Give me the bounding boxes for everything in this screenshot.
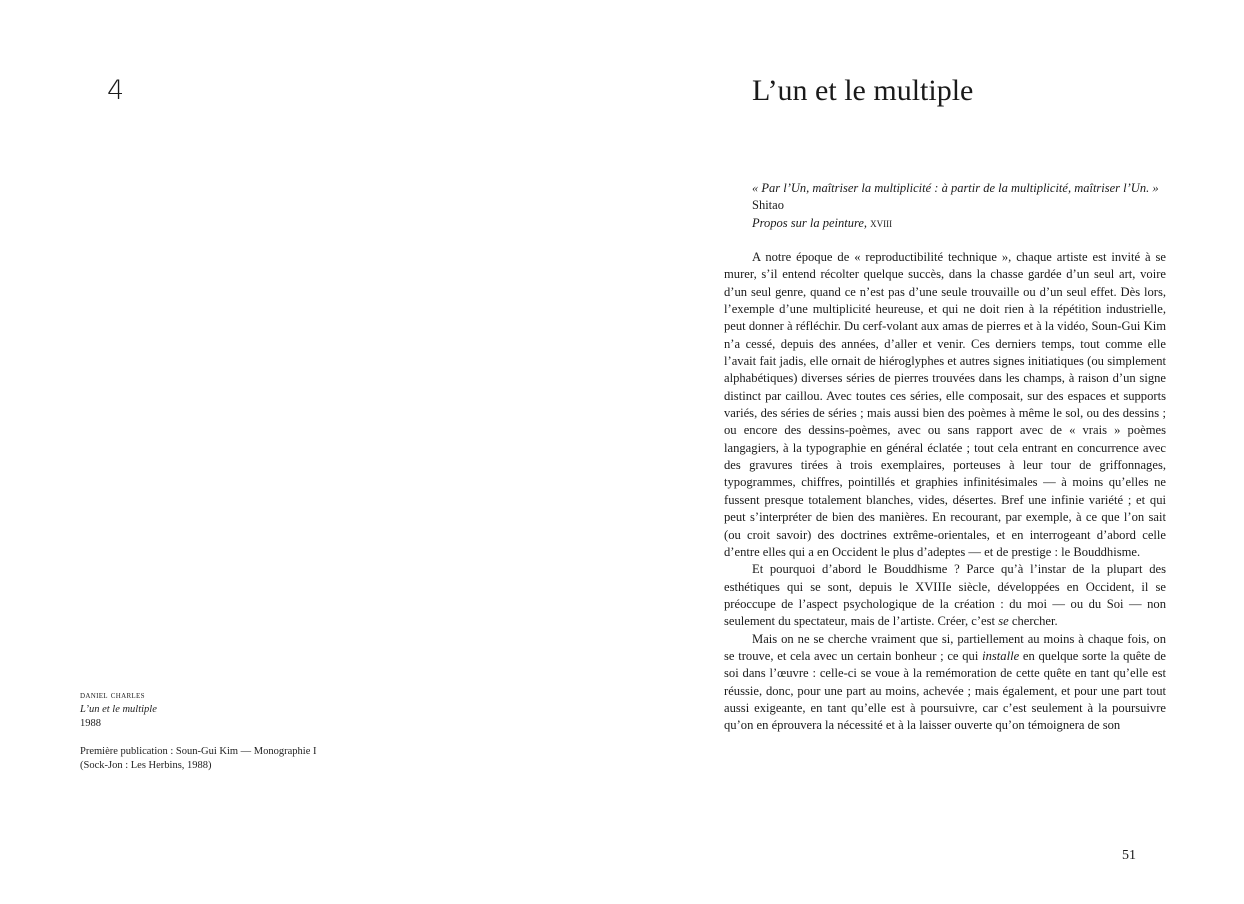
colophon-title: L’un et le multiple [80,704,157,715]
colophon-author: daniel charles [80,690,145,701]
colophon [80,689,340,773]
colophon-publication-line2: (Sock-Jon : Les Herbins, 1988) [80,760,212,771]
paragraph-1: A notre époque de « reproductibilité technique », chaque artiste est invité à se murer, s’il entend récolter quelque succès, dans la chasse gardée d’un seul art, voire d’un seul genre, quand ce n’est pas d’une seule trouvaille ou d’un seul effet. Dès lors, l’exemple d’une multiplicité heureuse, et qui ne doit rien à la répétition industrielle, peut donner à réfléchir. Du cerf-volant aux amas de pierres et à la vidéo, Soun-Gui Kim n’a cessé, depuis des années, d’aller et venir. Ces derniers temps, tout comme elle l’avait fait jadis, elle ornait de hiéroglyphes et autres signes initiatiques (ou simplement alphabétiques) diverses séries de pierres trouvées dans les champs, à raison d’un signe distinct par caillou. Avec toutes ces séries, elle composait, sur des espaces et supports variés, des séries de séries ; mais aussi bien des poèmes à même le sol, ou des dessins ; ou encore des dessins-poèmes, avec ou sans rapport avec de « vrais » poèmes langagiers, à la typographie en général éclatée ; tout cela entrant en concurrence avec des gravures tirées à trois exemplaires, porteuses à leur tour de griffonnages, typogrammes, chiffres, pointillés et graphies infinitésimales — à moins qu’elles ne fussent presque totalement blanches, vides, désertes. Bref une infinie variété ; et qui peut s’interpréter de bien des manières. En recourant, par exemple, à ce que l’on sait (ou croit savoir) des doctrines extrême-orientales, et en interrogeant d’abord celle d’entre elles qui a en Occident le plus d’adeptes — et de prestige : le Bouddhisme. [724,250,1166,559]
paragraph-2-end: chercher. [1011,614,1058,629]
paragraph-3 [724,631,1166,735]
colophon-year: 1988 [80,718,101,729]
paragraph-2-text: Et pourquoi d’abord le Bouddhisme ? Parce qu’à l’instar de la plupart des esthétiques qui se sont, depuis le XVIIIe siècle, développées en Occident, il se préoccupe de l’aspect psychologique de la création : du moi — ou du Soi — non seulement du spectateur, mais de l’artiste. Créer, c’est [724,562,1166,629]
colophon-publication-line1: Première publication : Soun-Gui Kim — Monographie I [80,746,317,757]
epigraph-source [752,215,1172,232]
epigraph-source-number: xviii [870,215,893,230]
chapter-title: L’un et le multiple [752,74,974,107]
paragraph-2-emphasis: se [998,614,1009,629]
epigraph-author: Shitao [752,198,784,213]
colophon-spacer [80,731,340,745]
paragraph-3-start: Mais on ne se cherche vraiment que si, partiellement au moins à chaque fois, on se trouve, et cela avec un certain bonheur ; ce qui [724,631,1166,663]
chapter-number: 4 [107,75,125,106]
body-text [724,249,1166,735]
paragraph-2 [724,561,1166,630]
page-number: 51 [1122,848,1136,863]
epigraph [752,180,1172,232]
epigraph-source-title: Propos sur la peinture, [752,215,868,230]
epigraph-quote: « Par l’Un, maîtriser la multiplicité : à partir de la multiplicité, maîtriser l’Un. » [752,181,1159,195]
paragraph-3-emphasis: installe [982,648,1020,663]
paragraph-3-end: en quelque sorte la quête de soi dans l’œuvre : celle-ci se voue à la remémoration de cette quête en tant qu’elle est réussie, donc, pour une part au moins, achevée ; mais également, et pour une part tout aussi exigeante, en tant qu’elle est à poursuivre, car c’est seulement à la poursuivre qu’on en éprouvera la nécessité et à la laisser ouverte qu’on témoignera de son [724,648,1166,733]
